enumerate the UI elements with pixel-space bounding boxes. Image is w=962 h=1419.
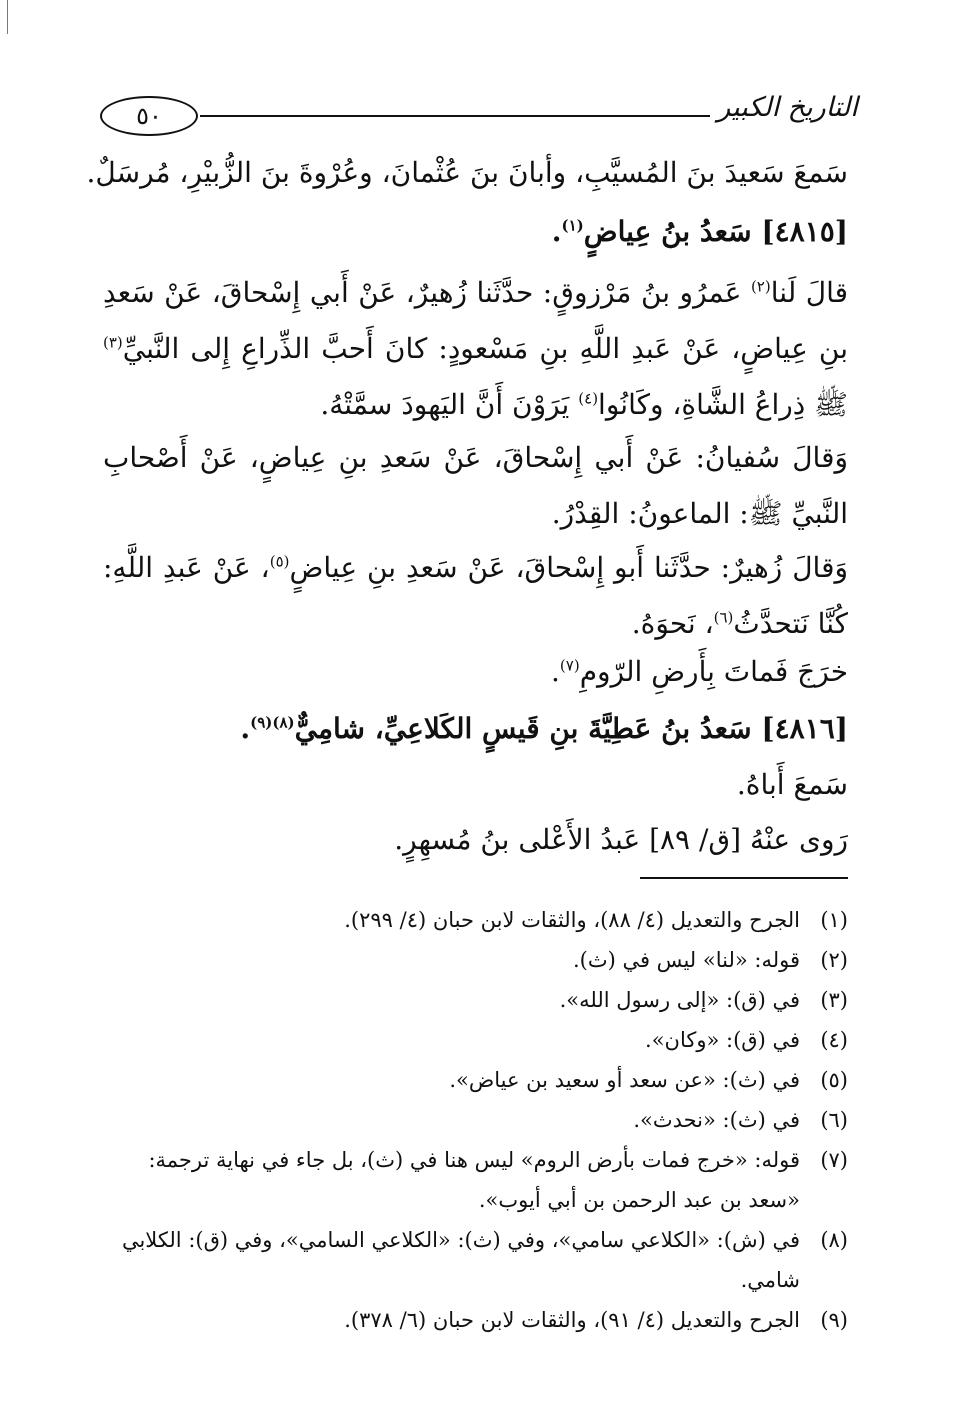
page-header <box>100 92 860 140</box>
footnote-number: (٨) <box>820 1228 848 1252</box>
footnotes <box>108 900 848 1340</box>
paragraph-text: ، عَنْ عَبدِ اللَّهِ: كُنَّا نَتحدَّثُ <box>103 551 848 640</box>
footnote-item <box>108 980 848 1020</box>
footnote-text: قوله: «لنا» ليس في (ث). <box>572 948 800 972</box>
footnote-separator <box>640 877 848 879</box>
footnote-text: قوله: «خرج فمات بأرض الروم» ليس هنا في (ث)، بل جاء في نهاية ترجمة: «سعد بن عبد الرحمن بن أبي أيوب». <box>148 1148 800 1212</box>
paragraph-text: يَرَوْنَ أَنَّ اليَهودَ سمَّتْهُ. <box>320 388 579 421</box>
footnote-item <box>108 940 848 980</box>
footnote-text: الجرح والتعديل (٤/ ٨٨)، والثقات لابن حبان (٤/ ٢٩٩). <box>344 908 800 932</box>
running-title: التاريخ الكبير <box>717 92 858 123</box>
footnote-ref: (٧) <box>559 656 580 675</box>
paragraph-text: ، نَحوَهُ. <box>631 607 714 640</box>
footnote-ref: (١) <box>561 216 584 235</box>
footnote-item <box>108 1020 848 1060</box>
paragraph-text: قالَ لَنا <box>770 276 848 309</box>
header-rule <box>200 115 710 117</box>
footnote-text: في (ق): «وكان». <box>645 1028 800 1052</box>
heading-period: . <box>551 215 562 248</box>
paragraph-sufyan: وَقالَ سُفيانُ: عَنْ أَبي إِسْحاقَ، عَنْ سَعدِ بنِ عِياضٍ، عَنْ أَصْحابِ النَّبيِّ ﷺ: الماعونُ: القِدْرُ. <box>103 441 848 530</box>
footnote-ref: (٣) <box>103 333 123 352</box>
paragraph-text: عَمرُو بنُ مَرْزوقٍ: حدَّثَنا زُهيرٌ، عَنْ أَبي إِسْحاقَ، عَنْ سَعدِ بنِ عِياضٍ، عَنْ عَبدِ اللَّهِ بنِ مَسْعودٍ: كانَ أَحبَّ الذِّراعِ إِلى النَّبيِّ <box>103 276 848 365</box>
footnote-text: في (ث): «عن سعد أو سعيد بن عياض». <box>449 1068 800 1092</box>
footnote-number: (١) <box>820 908 848 932</box>
footnote-number: (٩) <box>820 1308 848 1332</box>
paragraph-text: ﷺ ذِراعُ الشَّاةِ، وكَانُوا <box>598 388 848 421</box>
footnote-number: (٦) <box>820 1108 848 1132</box>
entry-heading-4815 <box>103 215 848 248</box>
footnote-number: (٥) <box>820 1068 848 1092</box>
paragraph-text: وَقالَ زُهيرٌ: حدَّثَنا أَبو إِسْحاقَ، عَنْ سَعدِ بنِ عِياضٍ <box>289 551 848 584</box>
footnote-item <box>108 1100 848 1140</box>
heading-period: . <box>240 712 251 745</box>
text-line-sami: سَمعَ أَباهُ. <box>736 768 848 801</box>
footnote-ref: (٦) <box>713 608 734 627</box>
footnote-number: (٣) <box>820 988 848 1012</box>
paragraph-hadith-1 <box>103 265 848 433</box>
footnote-item <box>108 1060 848 1100</box>
footnote-ref: (٥) <box>269 552 290 571</box>
footnote-item <box>108 900 848 940</box>
footnote-item <box>108 1140 848 1220</box>
text-line-1: سَمعَ سَعيدَ بنَ المُسيَّبِ، وأبانَ بنَ عُثْمانَ، وعُرْوةَ بنَ الزُّبيْرِ، مُرسَلٌ. <box>86 156 848 189</box>
text-line-rawa: رَوى عنْهُ [ق/ ٨٩] عَبدُ الأَعْلى بنُ مُسهِرٍ. <box>394 823 848 856</box>
entry-heading-4816 <box>103 712 848 745</box>
entry-heading-text: [٤٨١٥] سَعدُ بنُ عِياضٍ <box>583 215 848 248</box>
footnote-text: في (ث): «نحدث». <box>633 1108 800 1132</box>
footnote-text: في (ش): «الكلاعي سامي»، وفي (ث): «الكلاعي السامي»، وفي (ق): الكلابي شامي. <box>121 1228 800 1292</box>
footnote-number: (٢) <box>820 948 848 972</box>
page-number: ٥٠ <box>100 96 198 136</box>
footnote-ref: (٨)(٩) <box>250 713 295 732</box>
footnote-number: (٤) <box>820 1028 848 1052</box>
footnote-number: (٧) <box>820 1148 848 1172</box>
footnote-item <box>108 1220 848 1300</box>
gutter-mark <box>7 0 8 34</box>
footnote-text: في (ق): «إلى رسول الله». <box>559 988 800 1012</box>
line-period: . <box>551 655 560 688</box>
footnote-ref: (٤) <box>578 389 599 408</box>
footnote-ref: (٢) <box>750 277 771 296</box>
entry-heading-text: [٤٨١٦] سَعدُ بنُ عَطِيَّةَ بنِ قَيسٍ الكَلاعِيِّ، شامِيٌّ <box>294 712 848 745</box>
footnote-text: الجرح والتعديل (٤/ ٩١)، والثقات لابن حبان (٦/ ٣٧٨). <box>344 1308 800 1332</box>
text-line-rum <box>551 655 848 688</box>
line-text: خرَجَ فَماتَ بِأَرضِ الرّومِ <box>579 655 848 688</box>
footnote-item <box>108 1300 848 1340</box>
paragraph-zuhair <box>103 540 848 652</box>
